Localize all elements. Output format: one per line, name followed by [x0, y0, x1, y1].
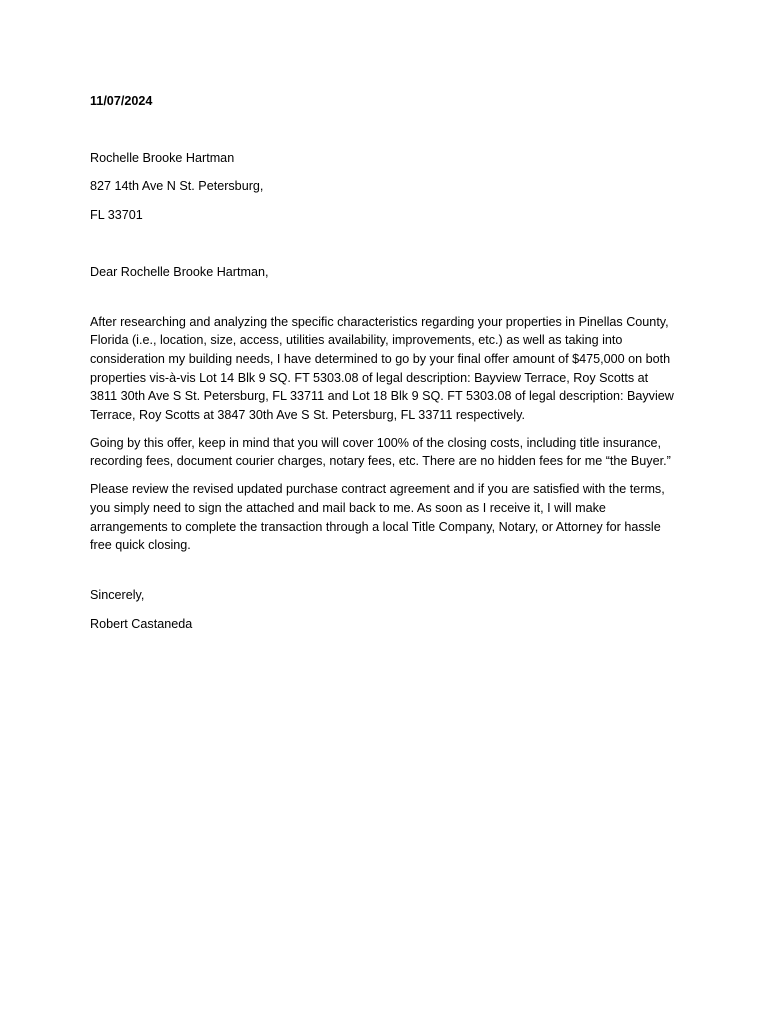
recipient-address-line1: 827 14th Ave N St. Petersburg,: [90, 179, 264, 194]
recipient-address-line2: FL 33701: [90, 208, 143, 223]
letter-paragraphs: [90, 313, 678, 555]
recipient-name: Rochelle Brooke Hartman: [90, 150, 235, 165]
recipient-block: [90, 149, 678, 225]
paragraph-closing-costs: Going by this offer, keep in mind that you will cover 100% of the closing costs, including title insurance, recording fees, document courier charges, notary fees, etc. There are no hidden fees for me “the Buyer.”: [90, 435, 671, 469]
letter-date: 11/07/2024: [90, 94, 153, 108]
paragraph-review-contract: Please review the revised updated purchase contract agreement and if you are satisfied with the terms, you simply need to sign the attached and mail back to me. As soon as I receive it, I will make arrangements to complete the transaction through a local Title Company, Notary, or Attorney for hassle free quick closing.: [90, 482, 665, 553]
salutation: Dear Rochelle Brooke Hartman,: [90, 264, 269, 279]
signature-name: Robert Castaneda: [90, 616, 193, 631]
letter-body: [90, 92, 678, 633]
closing-phrase: Sincerely,: [90, 587, 145, 602]
paragraph-offer: After researching and analyzing the specific characteristics regarding your properties in Pinellas County, Florida (i.e., location, size, access, utilities availability, improvements, etc.) as well as taking into consideration my building needs, I have determined to go by your final offer amount of $475,000 on both properties vis-à-vis Lot 14 Blk 9 SQ. FT 5303.08 of legal description: Bayview Terrace, Roy Scotts at 3811 30th Ave S St. Petersburg, FL 33711 and Lot 18 Blk 9 SQ. FT 5303.08 of legal description: Bayview Terrace, Roy Scotts at 3847 30th Ave S St. Petersburg, FL 33711 respectively.: [90, 314, 674, 423]
